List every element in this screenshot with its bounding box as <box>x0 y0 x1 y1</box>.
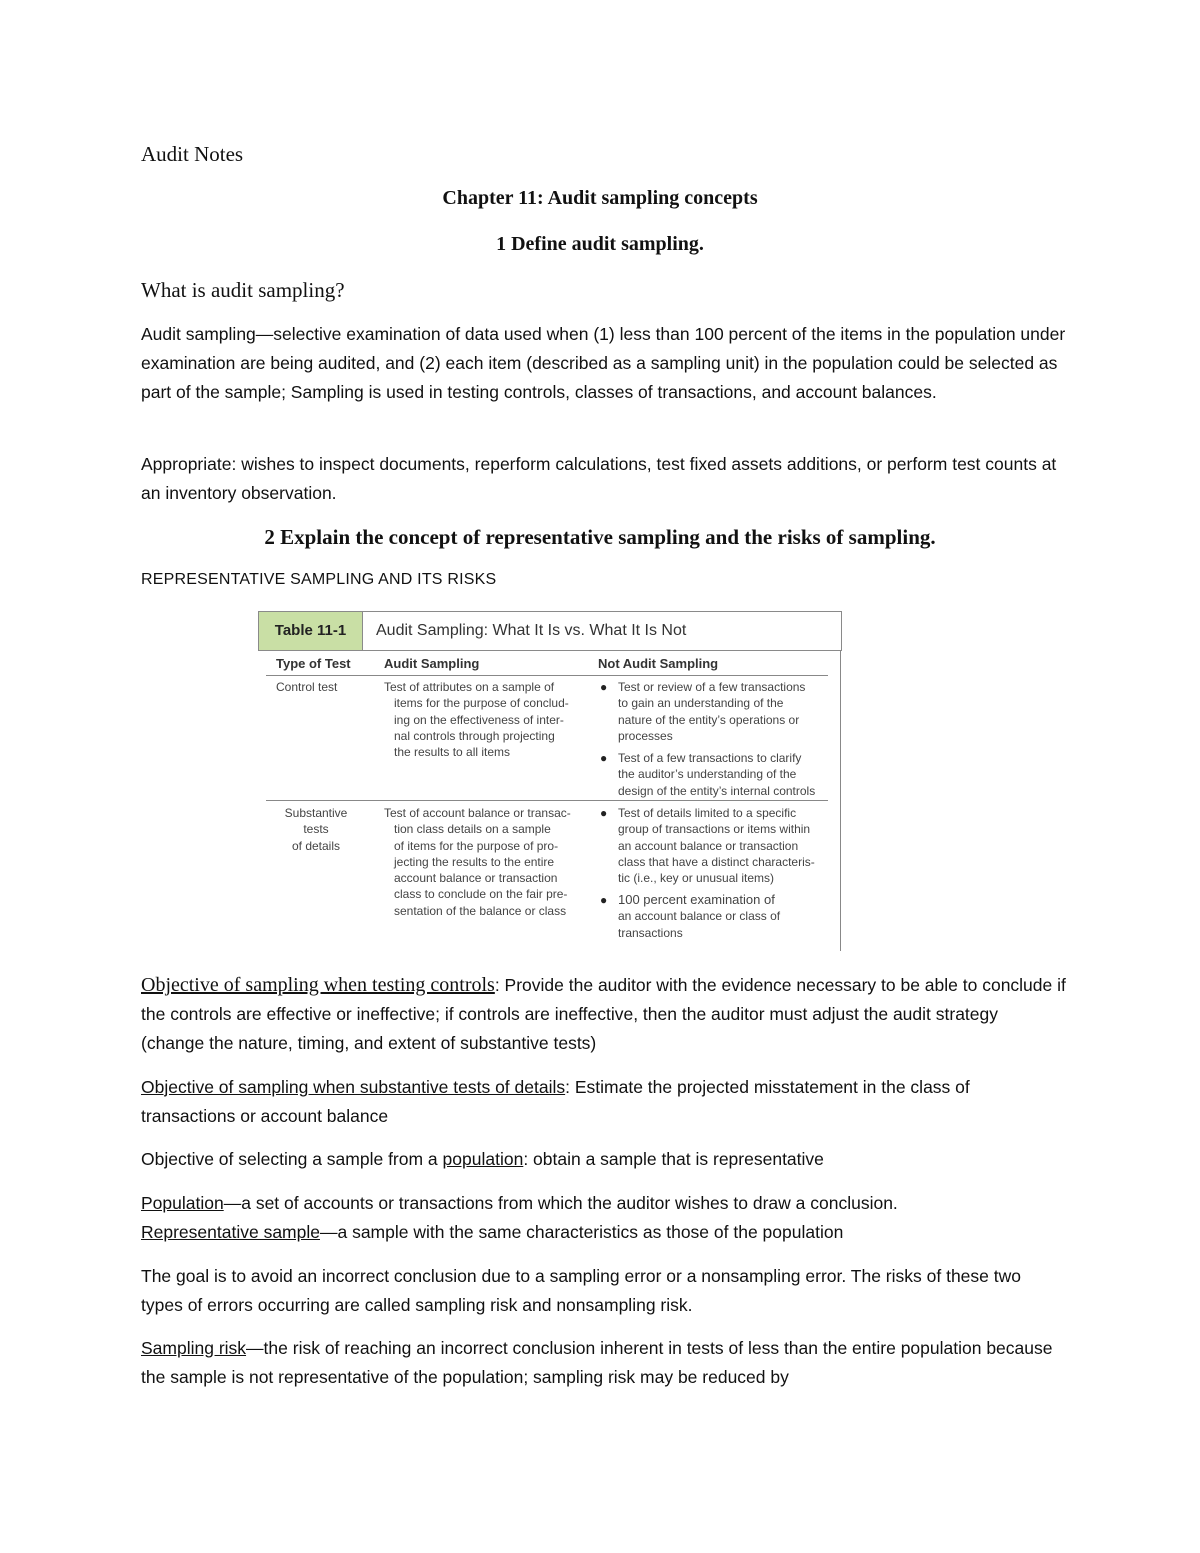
row2-audit <box>384 805 571 919</box>
table-title: Audit Sampling: What It Is vs. What It Is Not <box>376 622 687 639</box>
section-2-title: 2 Explain the concept of representative sampling and the risks of sampling. <box>264 525 936 549</box>
row1-audit-line: nal controls through projecting <box>394 728 555 743</box>
bullet-line: Test of details limited to a specific <box>618 806 797 820</box>
row2-type <box>276 805 356 854</box>
bullet-line: an account balance or transaction <box>618 838 799 853</box>
bullet-line: tic (i.e., key or unusual items) <box>618 871 775 886</box>
row2-not-audit-bullet-1 <box>600 805 815 886</box>
definition-paragraph: Audit sampling—selective examination of data used when (1) less than 100 percent of the items in the population under examination are being audited, and (2) each item (described as a sampling unit) in the population could be selected as part of the sample; Sampling is used in testing controls, classes of transactions, and account balances. <box>141 324 1066 402</box>
row2-not-audit-bullet-2 <box>600 892 781 941</box>
row2-audit-line: sentation of the balance or class <box>394 903 567 918</box>
section-1-title: 1 Define audit sampling. <box>496 233 704 255</box>
row1-type-line: Control test <box>276 680 338 694</box>
question-heading: What is audit sampling? <box>141 278 345 302</box>
sampling-risk-label: Sampling risk <box>141 1338 247 1358</box>
row1-audit-line: ing on the effectiveness of inter- <box>394 712 564 727</box>
table-11-1 <box>258 611 842 951</box>
col-header-audit: Audit Sampling <box>384 656 480 671</box>
bullet-line: Test or review of a few transactions <box>618 680 806 694</box>
population-text: —a set of accounts or transactions from which the auditor wishes to draw a conclusion. <box>223 1193 898 1213</box>
bullet-icon: ● <box>600 806 608 820</box>
bullet-line: 100 percent examination of <box>618 892 775 907</box>
row1-not-audit-bullet-2 <box>600 750 816 799</box>
population-label: Population <box>141 1193 224 1213</box>
representative-sample-label: Representative sample <box>141 1222 320 1242</box>
objective-substantive-paragraph <box>141 1073 1066 1131</box>
row2-audit-line: of items for the purpose of pro- <box>394 838 559 853</box>
col-header-not-audit: Not Audit Sampling <box>598 656 719 671</box>
objective-controls-label: Objective of sampling when testing controls <box>141 974 495 996</box>
row2-audit-line: tion class details on a sample <box>394 822 551 837</box>
population-definition <box>141 1189 1066 1247</box>
bullet-line: to gain an understanding of the <box>618 696 784 711</box>
population-link: population <box>442 1149 524 1169</box>
goal-paragraph: The goal is to avoid an incorrect conclusion due to a sampling error or a nonsampling error. The risks of these two types of errors occurring are called sampling risk and nonsampling risk. <box>141 1266 1021 1315</box>
objective-controls-paragraph <box>141 971 1066 1058</box>
row1-audit-line: the results to all items <box>394 745 511 760</box>
table-tag: Table 11-1 <box>259 612 363 650</box>
header-rule <box>266 675 828 676</box>
table-right-border <box>840 650 841 951</box>
bullet-line: processes <box>618 728 673 743</box>
appropriate-paragraph: Appropriate: wishes to inspect documents, reperform calculations, test fixed assets additions, or perform test counts at an inventory observation. <box>141 454 1057 503</box>
row1-type <box>276 679 337 695</box>
row-divider <box>266 800 828 801</box>
row2-audit-line: Test of account balance or transac- <box>384 806 571 820</box>
bullet-line: an account balance or class of <box>618 909 781 924</box>
row2-audit-line: class to conclude on the fair pre- <box>394 887 568 902</box>
bullet-icon: ● <box>600 893 608 907</box>
bullet-line: nature of the entity’s operations or <box>618 712 800 727</box>
sampling-risk-paragraph <box>141 1334 1066 1392</box>
doc-label: Audit Notes <box>141 142 244 166</box>
row2-audit-line: jecting the results to the entire <box>394 854 555 869</box>
objective-selecting-post: : obtain a sample that is representative <box>523 1149 824 1169</box>
row1-audit-line: items for the purpose of conclud- <box>394 696 569 711</box>
bullet-icon: ● <box>600 751 608 765</box>
chapter-title: Chapter 11: Audit sampling concepts <box>442 187 758 209</box>
objective-substantive-label: Objective of sampling when substantive tests of details <box>141 1077 566 1097</box>
caps-heading: REPRESENTATIVE SAMPLING AND ITS RISKS <box>141 571 497 588</box>
bullet-line: Test of a few transactions to clarify <box>618 751 802 765</box>
bullet-line: class that have a distinct characteris- <box>618 854 815 869</box>
representative-sample-text: —a sample with the same characteristics as those of the population <box>319 1222 844 1242</box>
objective-substantive-text: : Estimate the projected misstatement in the class of transactions or account balance <box>141 1077 970 1126</box>
row1-not-audit-bullet-1 <box>600 679 806 744</box>
row1-audit <box>384 679 569 760</box>
row2-type-line: of details <box>291 838 341 853</box>
bullet-line: transactions <box>618 925 683 940</box>
sampling-risk-text: —the risk of reaching an incorrect conclusion inherent in tests of less than the entire population because the sample is not representative of the population; sampling risk may be reduced by <box>141 1338 1053 1387</box>
objective-selecting-paragraph <box>141 1145 1066 1174</box>
bullet-icon: ● <box>600 680 608 694</box>
row1-audit-line: Test of attributes on a sample of <box>384 680 555 694</box>
bullet-line: the auditor’s understanding of the <box>618 767 797 782</box>
row2-audit-line: account balance or transaction <box>394 871 558 886</box>
bullet-line: design of the entity’s internal controls <box>618 783 816 798</box>
table-header-bar <box>258 611 842 651</box>
row2-type-line: Substantive tests <box>284 806 348 837</box>
objective-controls-text: : Provide the auditor with the evidence necessary to be able to conclude if the controls are effective or ineffective; if controls are ineffective, then the auditor must adjust the audit strategy (change the nature, timing, and extent of substantive tests) <box>141 975 1066 1053</box>
objective-selecting-pre: Objective of selecting a sample from a <box>141 1149 443 1169</box>
bullet-line: group of transactions or items within <box>618 822 811 837</box>
col-header-type: Type of Test <box>276 656 351 671</box>
